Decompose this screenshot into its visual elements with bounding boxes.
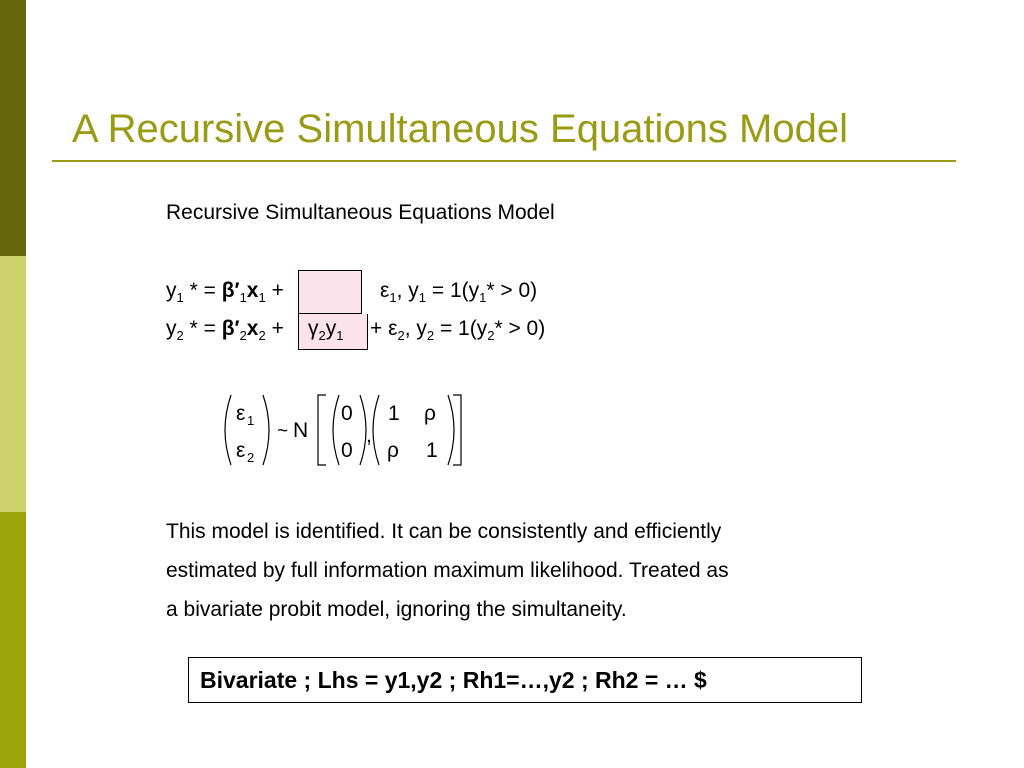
cov-11: 1 [388,402,400,425]
accent-bar-segment-dark [0,0,26,256]
normal-n: N [293,419,309,442]
eq2-gamma-y-subscript: 1 [336,328,344,343]
accent-bar-segment-mid [0,512,26,768]
equation-2-gamma-term [308,316,343,344]
paragraph-line: a bivariate probit model, ignoring the simultaneity. [166,598,627,621]
eq2-star-equals: * = [189,317,216,340]
eps2-subscript: 2 [247,450,255,465]
mean-2: 0 [341,439,353,462]
bivariate-normal-formula [215,392,475,468]
description-paragraph [166,512,729,629]
eq1-beta-subscript: 1 [239,290,247,305]
eq2-epsilon-subscript: 2 [397,328,405,343]
equation-2-rhs [370,316,545,344]
paragraph-line: This model is identified. It can be consistently and efficiently [166,520,722,543]
eq1-epsilon: ε [380,279,390,302]
eq2-gamma: γ [308,317,319,340]
cov-12: ρ [424,402,436,425]
eq1-epsilon-subscript: 1 [389,290,397,305]
tilde: ~ [277,421,289,442]
eq2-y-subscript: 2 [176,328,184,343]
eps1-subscript: 1 [247,413,255,428]
accent-bar-segment-light [0,256,26,512]
eq2-indicator-tail: * > 0) [494,317,546,340]
equation-2 [166,316,284,344]
cov-21: ρ [387,439,399,462]
eq2-epsilon: + ε [370,317,398,340]
slide-subtitle: Recursive Simultaneous Equations Model [166,201,555,224]
eq2-y-obs-subscript: 2 [426,328,435,343]
eq2-gamma-subscript: 2 [318,328,326,343]
eps2: ε [236,439,246,462]
right-paren-eps [263,395,269,465]
nlogit-command-box: Bivariate ; Lhs = y1,y2 ; Rh1=…,y2 ; Rh2 = … $ [188,657,862,703]
eq2-x: x [246,317,259,340]
comma: , [366,424,372,447]
eq1-x-subscript: 1 [258,290,266,305]
eq1-indicator-subscript: 1 [479,290,487,305]
left-paren-eps [225,395,231,465]
paragraph-line: estimated by full information maximum likelihood. Treated as [166,559,729,582]
left-accent-bar [0,0,26,768]
eps1: ε [236,402,246,425]
eq1-indicator: = 1(y [426,279,480,302]
equation-1-rhs [380,278,537,306]
eq1-indicator-tail: * > 0) [486,279,538,302]
slide-title: A Recursive Simultaneous Equations Model [72,107,848,151]
cov-22: 1 [426,439,438,462]
eq2-y-obs: , y [404,317,427,340]
eq2-y: y [166,317,177,340]
mean-1: 0 [341,402,353,425]
left-paren-cov [373,395,379,465]
equation-1 [166,278,284,306]
left-bracket [318,395,326,465]
eq2-gamma-y: y [325,317,337,340]
eq1-star-equals: * = [189,279,216,302]
eq2-indicator-subscript: 2 [487,328,495,343]
title-underline [52,160,956,162]
eq2-plus: + [271,317,284,340]
eq1-y-obs-subscript: 1 [418,290,427,305]
eq1-x: x [246,279,259,302]
left-paren-mean [333,395,339,465]
eq1-beta: β′ [221,279,240,302]
eq2-beta-subscript: 2 [239,328,247,343]
eq1-y-subscript: 1 [176,290,184,305]
eq1-plus: + [271,279,284,302]
empty-coefficient-box [298,270,362,314]
eq1-y: y [166,279,177,302]
eq2-x-subscript: 2 [258,328,266,343]
eq1-y-obs: , y [396,279,419,302]
eq2-beta: β′ [221,317,240,340]
right-paren-cov [448,395,454,465]
eq2-indicator: = 1(y [434,317,488,340]
